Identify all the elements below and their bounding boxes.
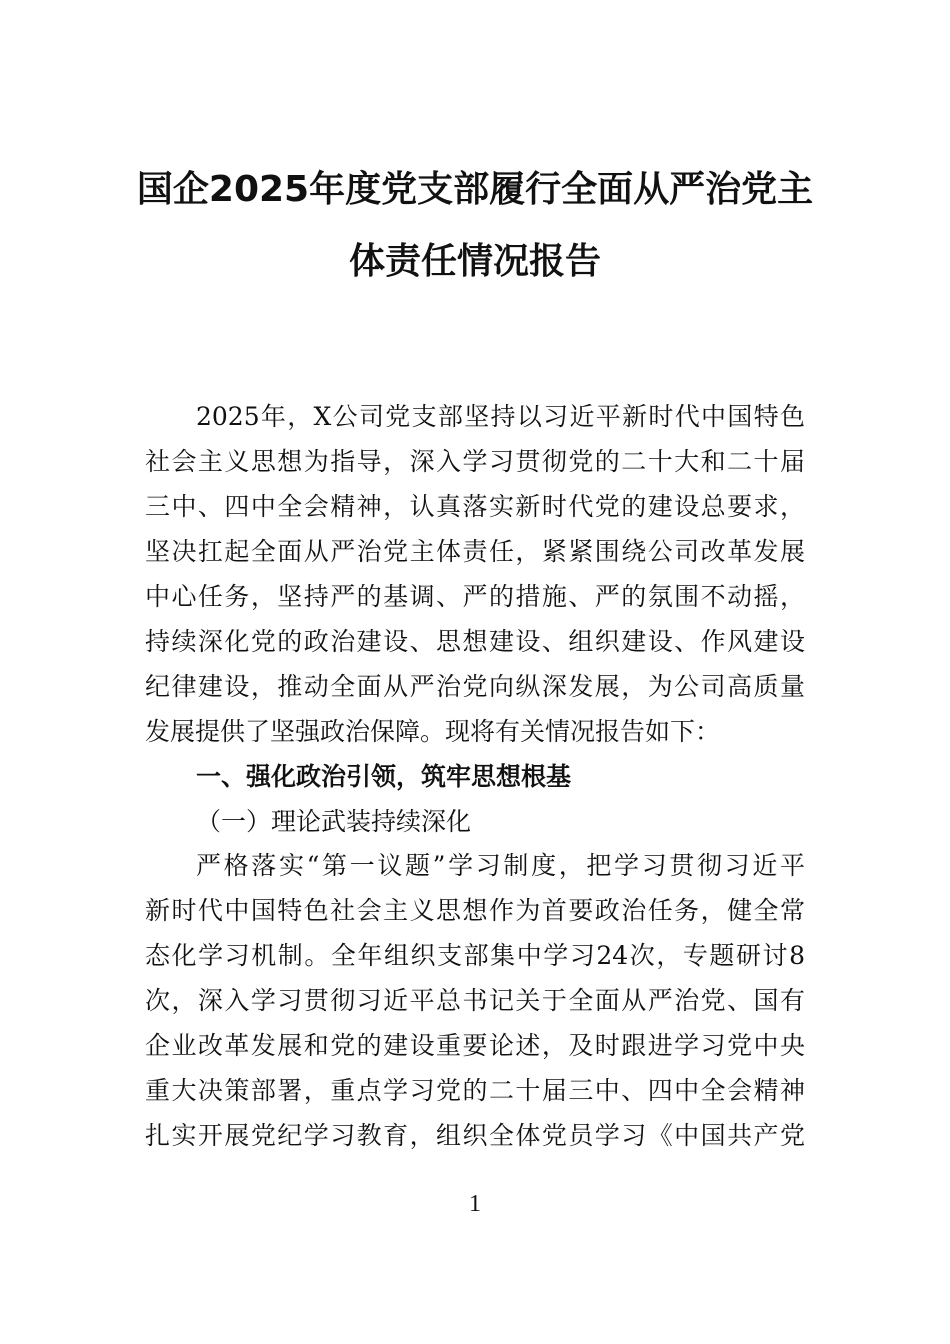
body-paragraph-line: 新时代中国特色社会主义思想作为首要政治任务，健全常 (145, 896, 805, 925)
intro-paragraph-line: 2025年，X公司党支部坚持以习近平新时代中国特色 (196, 402, 805, 431)
page-number: 1 (469, 1191, 481, 1217)
intro-paragraph-line: 持续深化党的政治建设、思想建设、组织建设、作风建设 (145, 627, 805, 656)
body-paragraph-line: 重大决策部署，重点学习党的二十届三中、四中全会精神 (145, 1076, 805, 1105)
body-paragraph-line: 态化学习机制。全年组织支部集中学习24次，专题研讨8 (145, 941, 805, 970)
body-paragraph-line: 次，深入学习贯彻习近平总书记关于全面从严治党、国有 (145, 986, 805, 1015)
intro-paragraph-line: 纪律建设，推动全面从严治党向纵深发展，为公司高质量 (145, 672, 805, 701)
document-title-line-1: 国企2025年度党支部履行全面从严治党主 (136, 169, 814, 210)
body-paragraph-line: 严格落实“第一议题”学习制度，把学习贯彻习近平 (196, 851, 805, 880)
section-heading-1: 一、强化政治引领，筑牢思想根基 (196, 762, 572, 791)
document-title-line-2: 体责任情况报告 (348, 241, 601, 282)
intro-paragraph-line: 坚决扛起全面从严治党主体责任，紧紧围绕公司改革发展 (145, 537, 805, 566)
subsection-heading: （一）理论武装持续深化 (196, 807, 472, 836)
body-paragraph-line: 扎实开展党纪学习教育，组织全体党员学习《中国共产党 (145, 1121, 805, 1150)
intro-paragraph-line: 社会主义思想为指导，深入学习贯彻党的二十大和二十届 (145, 447, 805, 476)
body-paragraph-line: 企业改革发展和党的建设重要论述，及时跟进学习党中央 (145, 1031, 805, 1060)
intro-paragraph-line: 中心任务，坚持严的基调、严的措施、严的氛围不动摇， (145, 582, 805, 611)
intro-paragraph-line: 三中、四中全会精神，认真落实新时代党的建设总要求， (145, 492, 805, 521)
intro-paragraph-line: 发展提供了坚强政治保障。现将有关情况报告如下： (145, 717, 721, 746)
